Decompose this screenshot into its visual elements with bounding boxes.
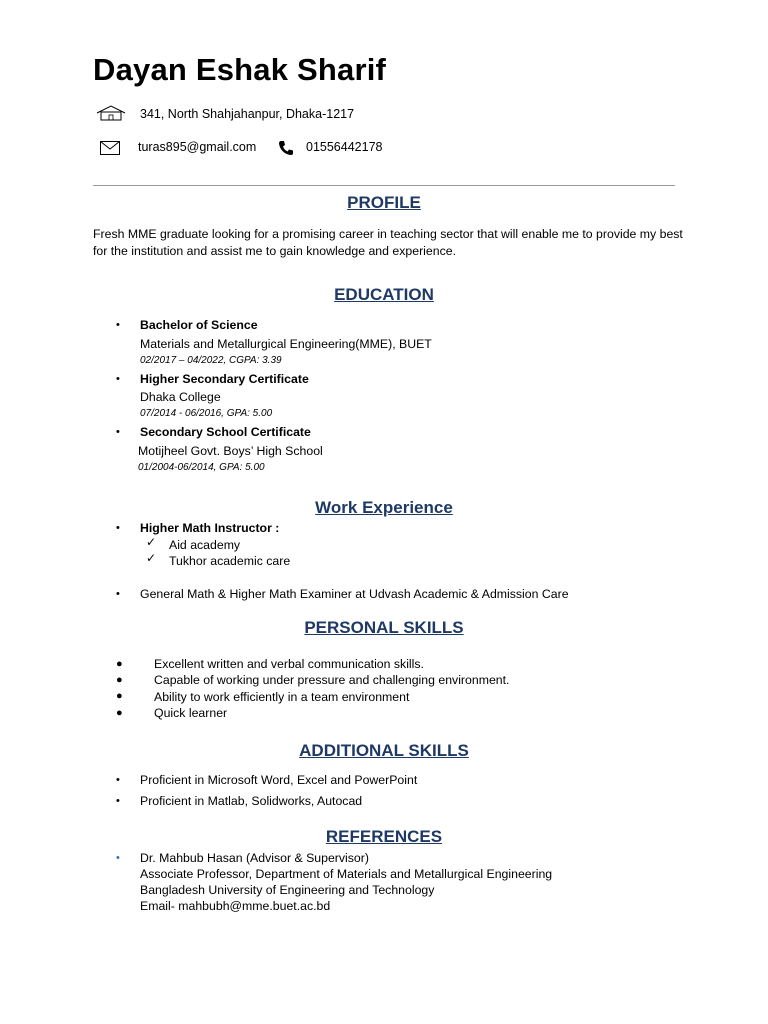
bullet-icon: • bbox=[116, 522, 120, 534]
reference-email[interactable]: Email- mahbubh@mme.buet.ac.bd bbox=[140, 899, 331, 913]
bullet-icon: • bbox=[116, 319, 120, 331]
education-degree: Secondary School Certificate bbox=[140, 425, 311, 439]
education-degree: Bachelor of Science bbox=[140, 318, 258, 332]
profile-text: Fresh MME graduate looking for a promising career in teaching sector that will enable me to provide my best for the institution and assist me to gain knowledge and experience. bbox=[93, 227, 683, 258]
skill-item: Quick learner bbox=[154, 706, 228, 720]
education-degree: Higher Secondary Certificate bbox=[140, 372, 309, 386]
additional-skill-item: Proficient in Microsoft Word, Excel and PowerPoint bbox=[140, 773, 418, 787]
education-details: 01/2004-06/2014, GPA: 5.00 bbox=[138, 462, 265, 473]
skill-item: Capable of working under pressure and challenging environment. bbox=[154, 673, 510, 687]
phone-text[interactable]: 01556442178 bbox=[306, 140, 383, 154]
bullet-icon: • bbox=[116, 852, 120, 864]
bullet-icon: ● bbox=[116, 707, 123, 719]
envelope-icon bbox=[100, 141, 120, 155]
skill-item: Excellent written and verbal communication skills. bbox=[154, 657, 424, 671]
bullet-icon: • bbox=[116, 373, 120, 385]
house-icon bbox=[96, 105, 126, 121]
address-text: 341, North Shahjahanpur, Dhaka-1217 bbox=[140, 107, 355, 121]
skill-item: Ability to work efficiently in a team environment bbox=[154, 690, 410, 704]
education-details: 02/2017 – 04/2022, CGPA: 3.39 bbox=[140, 355, 282, 366]
bullet-icon: • bbox=[116, 588, 120, 600]
education-institution: Motijheel Govt. Boys’ High School bbox=[138, 444, 323, 458]
reference-organization: Bangladesh University of Engineering and Technology bbox=[140, 883, 435, 897]
checkmark-icon: ✓ bbox=[146, 535, 157, 549]
education-heading: EDUCATION bbox=[334, 285, 434, 304]
bullet-icon: ● bbox=[116, 690, 123, 702]
education-institution: Dhaka College bbox=[140, 390, 221, 404]
email-text[interactable]: turas895@gmail.com bbox=[138, 140, 257, 154]
education-institution: Materials and Metallurgical Engineering(MME), BUET bbox=[140, 337, 432, 351]
reference-position: Associate Professor, Department of Materials and Metallurgical Engineering bbox=[140, 867, 553, 881]
bullet-icon: • bbox=[116, 426, 120, 438]
personal-skills-heading: PERSONAL SKILLS bbox=[304, 618, 464, 637]
phone-icon bbox=[278, 140, 294, 156]
work-place: Aid academy bbox=[169, 538, 241, 552]
profile-heading: PROFILE bbox=[347, 193, 421, 212]
additional-skills-heading: ADDITIONAL SKILLS bbox=[299, 741, 469, 760]
work-title: General Math & Higher Math Examiner at Udvash Academic & Admission Care bbox=[140, 587, 569, 601]
checkmark-icon: ✓ bbox=[146, 551, 157, 565]
references-heading: REFERENCES bbox=[325, 827, 443, 846]
work-place: Tukhor academic care bbox=[169, 554, 291, 568]
work-title: Higher Math Instructor : bbox=[140, 521, 280, 535]
bullet-icon: ● bbox=[116, 658, 123, 670]
additional-skill-item: Proficient in Matlab, Solidworks, Autocad bbox=[140, 794, 363, 808]
bullet-icon: • bbox=[116, 795, 120, 807]
reference-name: Dr. Mahbub Hasan (Advisor & Supervisor) bbox=[140, 851, 369, 865]
header-divider bbox=[93, 185, 675, 186]
education-details: 07/2014 - 06/2016, GPA: 5.00 bbox=[140, 408, 273, 419]
bullet-icon: ● bbox=[116, 674, 123, 686]
candidate-name: Dayan Eshak Sharif bbox=[93, 52, 387, 87]
work-heading: Work Experience bbox=[315, 498, 453, 517]
bullet-icon: • bbox=[116, 774, 120, 786]
